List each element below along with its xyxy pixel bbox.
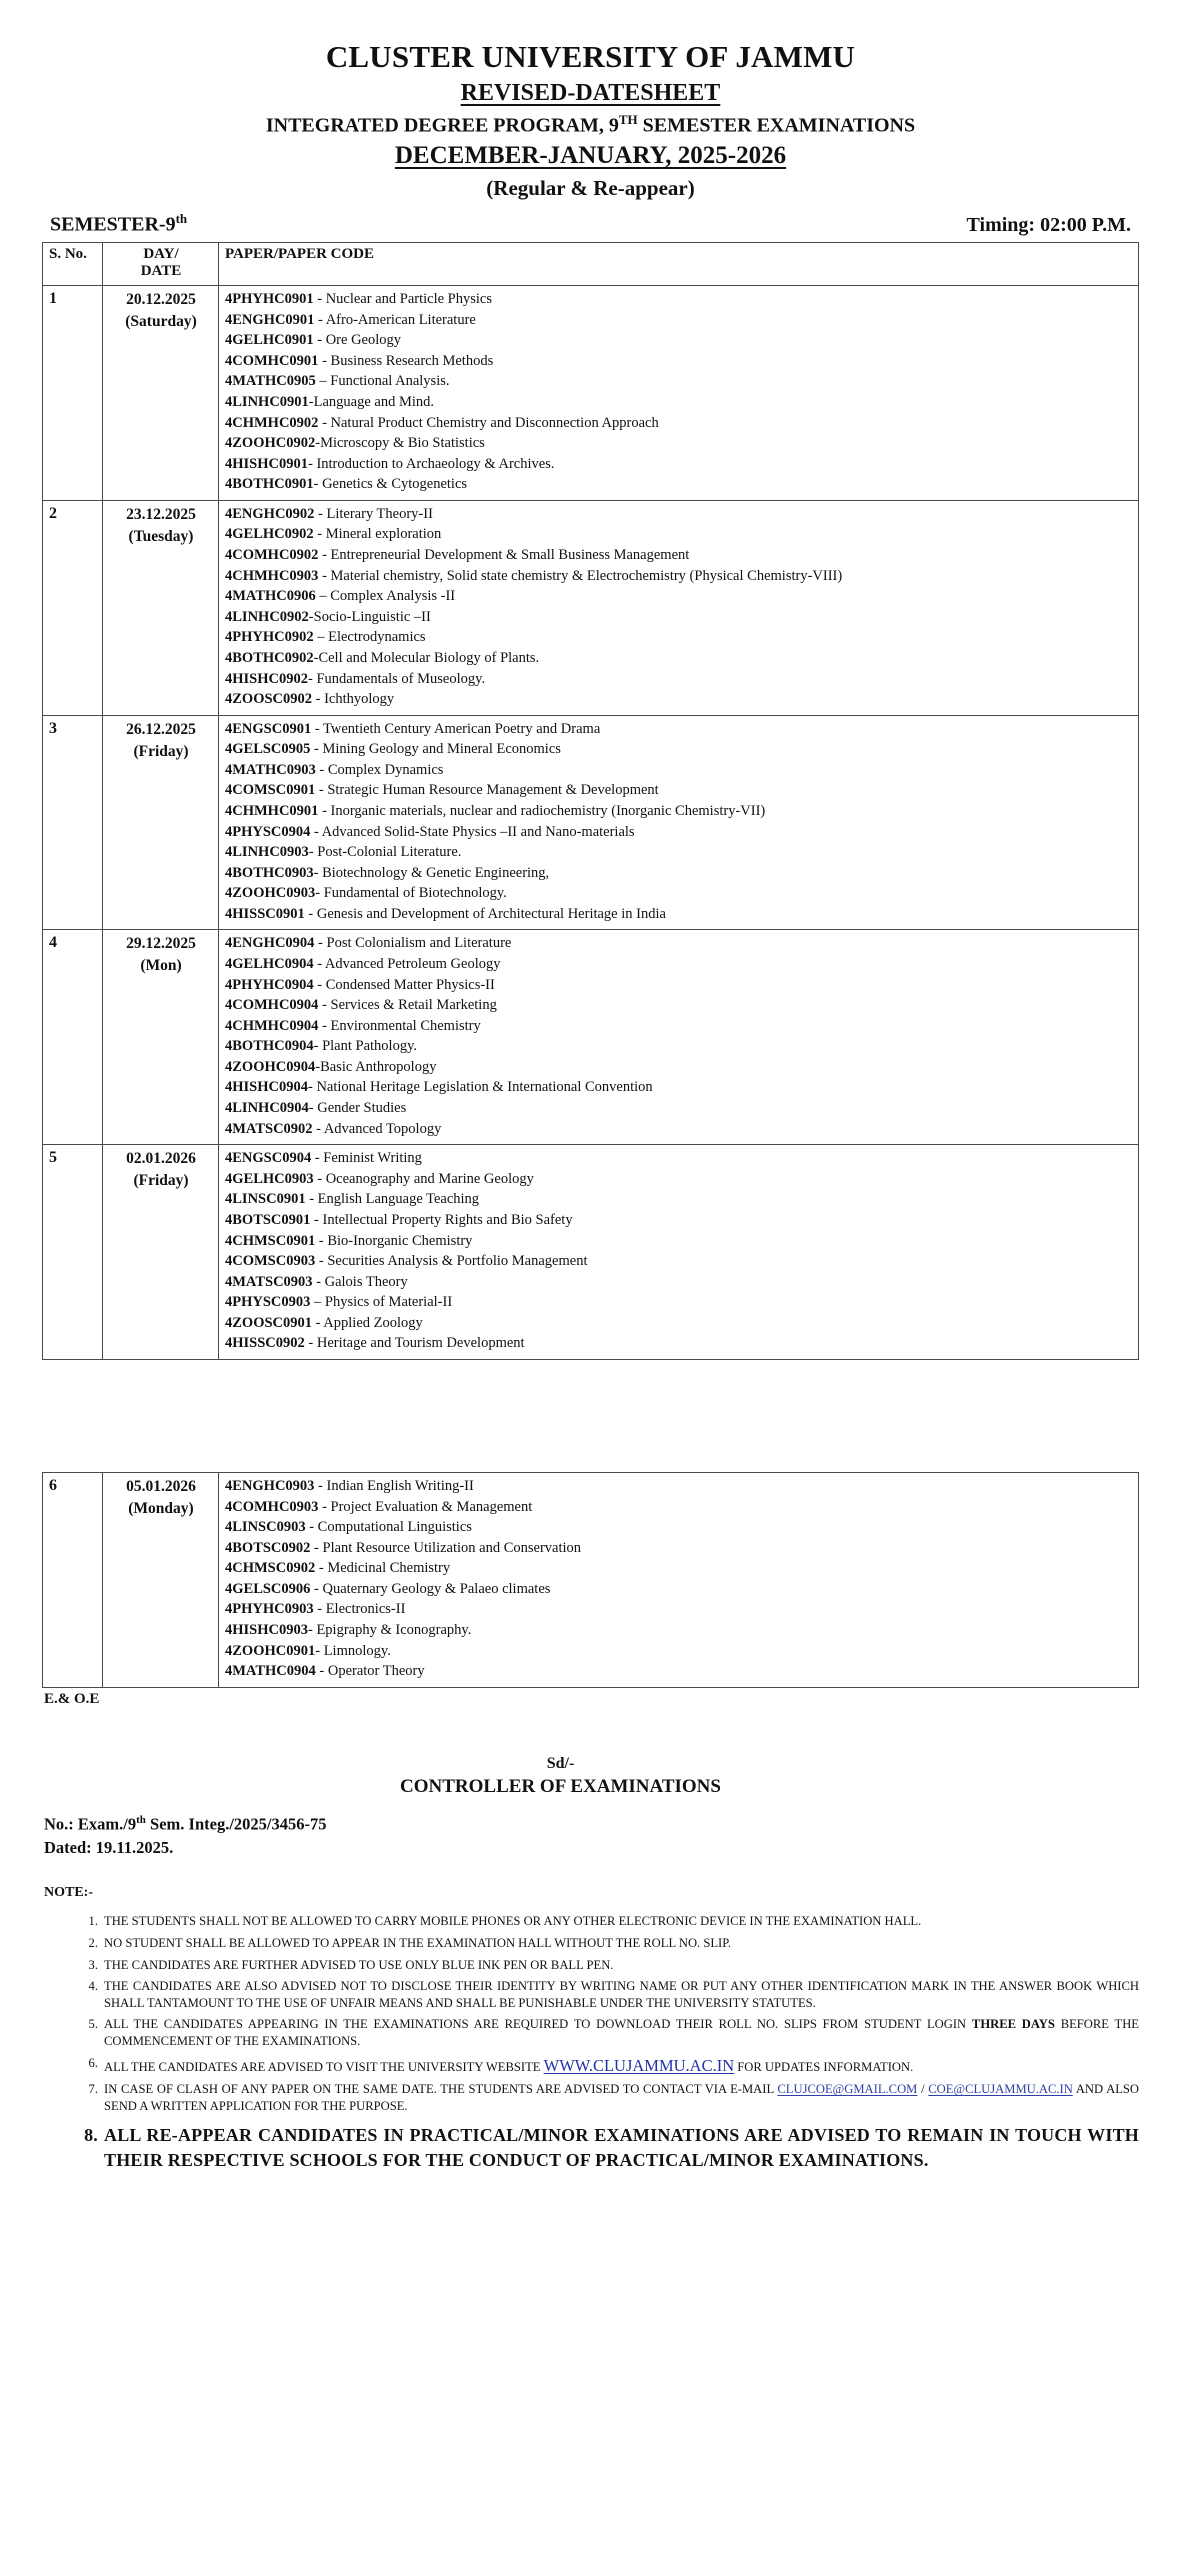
semester-label xyxy=(50,211,187,237)
paper-code: 4MATHC0904 xyxy=(225,1663,316,1680)
table-row xyxy=(43,715,1139,930)
cell-serial-number: 2 xyxy=(43,500,103,715)
session-months: DECEMBER-JANUARY, 2025-2026 xyxy=(394,141,787,169)
paper-title: – Electrodynamics xyxy=(313,629,426,646)
paper-title: - Advanced Petroleum Geology xyxy=(313,956,501,973)
paper-title: - Genesis and Development of Architectural Heritage in India xyxy=(304,905,666,922)
paper-title: - Quaternary Geology & Palaeo climates xyxy=(310,1580,551,1597)
paper-entry xyxy=(225,607,1133,628)
paper-title: - English Language Teaching xyxy=(305,1191,480,1208)
paper-entry xyxy=(225,933,1133,954)
exam-day-value: (Monday) xyxy=(128,1500,194,1517)
paper-title: - Limnology. xyxy=(315,1642,391,1659)
table-row xyxy=(43,1145,1139,1360)
paper-code: 4ENGHC0904 xyxy=(225,935,315,952)
timing-label: Timing: 02:00 P.M. xyxy=(966,213,1131,236)
paper-code: 4PHYHC0902 xyxy=(225,629,314,646)
paper-entry xyxy=(225,1558,1133,1579)
paper-entry xyxy=(225,1169,1133,1190)
reference-number-post: Sem. Integ./2025/3456-75 xyxy=(145,1814,327,1834)
paper-title: - Heritage and Tourism Development xyxy=(304,1335,525,1352)
paper-entry xyxy=(225,760,1133,781)
paper-code: 4LINHC0904 xyxy=(225,1100,309,1117)
paper-code: 4COMHC0904 xyxy=(225,997,319,1014)
paper-code: 4CHMSC0902 xyxy=(225,1560,316,1577)
paper-title: - Environmental Chemistry xyxy=(318,1017,481,1034)
paper-entry xyxy=(225,1641,1133,1662)
cell-paper-list xyxy=(219,930,1139,1145)
paper-title: - Entrepreneurial Development & Small Business Management xyxy=(318,547,690,564)
paper-entry xyxy=(225,1148,1133,1169)
paper-title: - Intellectual Property Rights and Bio Safety xyxy=(310,1211,573,1228)
semester-ordinal-suffix: th xyxy=(175,210,188,226)
paper-title: - Fundamental of Biotechnology. xyxy=(315,885,507,902)
column-header-sno: S. No. xyxy=(43,242,103,286)
paper-entry xyxy=(225,648,1133,669)
note-text: BEFORE THE COMMENCEMENT OF THE EXAMINATIONS. xyxy=(104,2017,1139,2048)
paper-code: 4BOTHC0902 xyxy=(225,649,314,666)
paper-code: 4BOTHC0904 xyxy=(225,1038,314,1055)
paper-title: - Services & Retail Marketing xyxy=(318,997,497,1014)
exam-date-value: 23.12.2025 xyxy=(126,505,196,523)
paper-entry xyxy=(225,842,1133,863)
paper-title: - Operator Theory xyxy=(315,1663,425,1680)
paper-title: - Project Evaluation & Management xyxy=(318,1498,533,1515)
page-break-gap xyxy=(42,1360,1139,1472)
paper-entry xyxy=(225,392,1133,413)
note-text: THE STUDENTS SHALL NOT BE ALLOWED TO CARRY MOBILE PHONES OR ANY OTHER ELECTRONIC DEVICE IN THE EXAMINATION HALL. xyxy=(104,1914,922,1929)
paper-title: - Post Colonialism and Literature xyxy=(314,935,512,952)
paper-code: 4PHYHC0901 xyxy=(225,291,314,308)
email-link[interactable]: CLUJCOE@GMAIL.COM xyxy=(777,2082,918,2097)
paper-entry xyxy=(225,1538,1133,1559)
paper-entry xyxy=(225,780,1133,801)
paper-entry xyxy=(225,863,1133,884)
paper-code: 4BOTSC0902 xyxy=(225,1539,311,1556)
paper-entry xyxy=(225,310,1133,331)
paper-entry xyxy=(225,995,1133,1016)
paper-entry xyxy=(225,689,1133,710)
cell-paper-list xyxy=(219,286,1139,501)
paper-code: 4ZOOHC0902 xyxy=(225,435,316,452)
paper-entry xyxy=(225,454,1133,475)
notes-list xyxy=(42,1913,1139,2173)
paper-code: 4GELSC0906 xyxy=(225,1580,311,1597)
paper-code: 4GELHC0902 xyxy=(225,526,314,543)
paper-title: - Advanced Topology xyxy=(312,1120,442,1137)
paper-title: - Plant Resource Utilization and Conservation xyxy=(310,1539,582,1556)
paper-title: - Strategic Human Resource Management & Development xyxy=(315,782,659,799)
paper-code: 4CHMSC0901 xyxy=(225,1232,316,1249)
program-ordinal-suffix: TH xyxy=(618,112,638,128)
paper-code: 4GELHC0901 xyxy=(225,332,314,349)
note-item xyxy=(76,1913,1139,1930)
reference-number-block xyxy=(42,1813,1139,1859)
column-header-day: DAY/ xyxy=(143,245,179,262)
paper-code: 4HISHC0903 xyxy=(225,1622,308,1639)
paper-code: 4HISHC0902 xyxy=(225,670,308,687)
note-text: ALL THE CANDIDATES ARE ADVISED TO VISIT THE UNIVERSITY WEBSITE xyxy=(104,2059,544,2074)
paper-entry xyxy=(225,975,1133,996)
cell-paper-list xyxy=(219,1473,1139,1688)
paper-code: 4HISSC0902 xyxy=(225,1335,305,1352)
paper-title: - Galois Theory xyxy=(312,1273,408,1290)
paper-entry xyxy=(225,586,1133,607)
paper-code: 4BOTHC0901 xyxy=(225,476,314,493)
semester-label-text: SEMESTER-9 xyxy=(50,213,176,236)
paper-entry xyxy=(225,1016,1133,1037)
paper-entry xyxy=(225,351,1133,372)
paper-title: - Mineral exploration xyxy=(313,526,442,543)
note-item xyxy=(76,2055,1139,2077)
paper-title: -Socio-Linguistic –II xyxy=(308,608,431,625)
paper-code: 4GELHC0904 xyxy=(225,956,314,973)
paper-title: - Advanced Solid-State Physics –II and Nano-materials xyxy=(310,823,635,840)
paper-entry xyxy=(225,1599,1133,1620)
paper-title: – Functional Analysis. xyxy=(315,373,450,390)
note-item xyxy=(76,2123,1139,2174)
cell-serial-number: 3 xyxy=(43,715,103,930)
paper-code: 4BOTSC0901 xyxy=(225,1211,311,1228)
cell-exam-date xyxy=(103,1473,219,1688)
paper-code: 4ZOOSC0901 xyxy=(225,1314,313,1331)
exam-day-value: (Friday) xyxy=(133,742,189,760)
paper-code: 4HISSC0901 xyxy=(225,905,305,922)
paper-code: 4CHMHC0904 xyxy=(225,1017,319,1034)
paper-title: - Securities Analysis & Portfolio Management xyxy=(315,1253,588,1270)
paper-entry xyxy=(225,669,1133,690)
note-text: / xyxy=(917,2082,929,2097)
exam-mode: (Regular & Re-appear) xyxy=(486,175,695,200)
note-item xyxy=(76,1978,1139,2011)
cell-exam-date xyxy=(103,286,219,501)
program-line-pre: INTEGRATED DEGREE PROGRAM, 9 xyxy=(265,114,619,137)
exam-date-value: 05.01.2026 xyxy=(126,1478,196,1495)
cell-exam-date xyxy=(103,500,219,715)
datesheet-table-continued xyxy=(42,1472,1139,1688)
program-line-post: SEMESTER EXAMINATIONS xyxy=(637,114,916,137)
paper-code: 4MATHC0905 xyxy=(225,373,316,390)
program-line xyxy=(42,112,1139,138)
exam-day-value: (Saturday) xyxy=(125,313,197,331)
paper-entry xyxy=(225,1497,1133,1518)
paper-code: 4PHYHC0903 xyxy=(225,1601,314,1618)
cell-serial-number: 1 xyxy=(43,286,103,501)
paper-title: - Mining Geology and Mineral Economics xyxy=(310,741,561,758)
paper-code: 4HISHC0901 xyxy=(225,455,308,472)
cell-serial-number: 6 xyxy=(43,1473,103,1688)
note-item xyxy=(76,1957,1139,1974)
paper-code: 4PHYSC0903 xyxy=(225,1294,311,1311)
paper-code: 4ZOOSC0902 xyxy=(225,691,313,708)
paper-code: 4BOTHC0903 xyxy=(225,864,314,881)
paper-code: 4PHYHC0904 xyxy=(225,976,314,993)
table-row xyxy=(43,286,1139,501)
note-emphasis: THREE DAYS xyxy=(971,2017,1055,2032)
signatory-designation: CONTROLLER OF EXAMINATIONS xyxy=(400,1775,721,1797)
paper-code: 4HISHC0904 xyxy=(225,1079,308,1096)
paper-code: 4ZOOHC0904 xyxy=(225,1058,316,1075)
paper-entry xyxy=(225,413,1133,434)
paper-entry xyxy=(225,1272,1133,1293)
paper-entry xyxy=(225,1251,1133,1272)
university-website-link[interactable]: WWW.CLUJAMMU.AC.IN xyxy=(543,2055,735,2075)
table-row xyxy=(43,1473,1139,1688)
note-text: ALL RE-APPEAR CANDIDATES IN PRACTICAL/MINOR EXAMINATIONS ARE ADVISED TO REMAIN IN TOUCH WITH THEIR RESPECTIVE SCHOOLS FOR THE CONDUCT OF PRACTICAL/MINOR EXAMINATIONS. xyxy=(104,2124,1139,2171)
paper-entry xyxy=(225,822,1133,843)
cell-paper-list xyxy=(219,715,1139,930)
dated-line: Dated: 19.11.2025. xyxy=(44,1837,174,1857)
paper-code: 4MATHC0903 xyxy=(225,761,316,778)
exam-date-value: 29.12.2025 xyxy=(126,935,196,953)
paper-code: 4MATSC0902 xyxy=(225,1120,313,1137)
errors-and-omissions-excepted: E.& O.E xyxy=(44,1690,100,1707)
note-item xyxy=(76,1935,1139,1952)
paper-title: - Plant Pathology. xyxy=(313,1038,418,1055)
column-header-paper: PAPER/PAPER CODE xyxy=(219,242,1139,286)
paper-code: 4ZOOHC0903 xyxy=(225,885,316,902)
paper-code: 4GELSC0905 xyxy=(225,741,311,758)
paper-code: 4ENGHC0902 xyxy=(225,505,315,522)
paper-title: - Ichthyology xyxy=(312,691,395,708)
paper-entry xyxy=(225,433,1133,454)
paper-entry xyxy=(225,1057,1133,1078)
university-name: CLUSTER UNIVERSITY OF JAMMU xyxy=(325,39,856,74)
paper-code: 4MATSC0903 xyxy=(225,1273,313,1290)
paper-code: 4MATHC0906 xyxy=(225,588,316,605)
paper-title: - Afro-American Literature xyxy=(314,311,476,328)
paper-code: 4LINSC0903 xyxy=(225,1519,306,1536)
paper-code: 4LINHC0902 xyxy=(225,608,309,625)
semester-timing-row xyxy=(42,211,1139,242)
paper-entry xyxy=(225,371,1133,392)
paper-title: - Post-Colonial Literature. xyxy=(308,844,462,861)
paper-entry xyxy=(225,1579,1133,1600)
paper-title: -Language and Mind. xyxy=(308,393,435,410)
table-row xyxy=(43,930,1139,1145)
paper-title: - National Heritage Legislation & International Convention xyxy=(308,1079,653,1096)
exam-date-value: 02.01.2026 xyxy=(126,1150,196,1168)
paper-title: - Twentieth Century American Poetry and Drama xyxy=(311,720,601,737)
paper-code: 4LINHC0901 xyxy=(225,393,309,410)
cell-exam-date xyxy=(103,715,219,930)
paper-title: - Epigraphy & Iconography. xyxy=(308,1622,472,1639)
signature-sd: Sd/- xyxy=(546,1754,575,1772)
paper-title: - Genetics & Cytogenetics xyxy=(313,476,468,493)
paper-code: 4ENGHC0903 xyxy=(225,1478,315,1494)
paper-code: 4COMHC0903 xyxy=(225,1498,319,1515)
exam-date-value: 26.12.2025 xyxy=(126,720,196,738)
cell-serial-number: 5 xyxy=(43,1145,103,1360)
paper-entry xyxy=(225,524,1133,545)
paper-entry xyxy=(225,1189,1133,1210)
paper-title: - Indian English Writing-II xyxy=(314,1478,474,1494)
paper-title: -Microscopy & Bio Statistics xyxy=(315,435,485,452)
paper-code: 4GELHC0903 xyxy=(225,1170,314,1187)
paper-entry xyxy=(225,739,1133,760)
paper-code: 4ENGSC0901 xyxy=(225,720,312,737)
paper-entry xyxy=(225,545,1133,566)
paper-title: - Business Research Methods xyxy=(318,352,494,369)
paper-entry xyxy=(225,1119,1133,1140)
paper-entry xyxy=(225,954,1133,975)
reference-number xyxy=(44,1813,1139,1836)
paper-entry xyxy=(225,1476,1133,1497)
paper-code: 4CHMHC0902 xyxy=(225,414,319,431)
paper-entry xyxy=(225,801,1133,822)
paper-entry xyxy=(225,1036,1133,1057)
paper-title: - Ore Geology xyxy=(313,332,402,349)
datesheet-table xyxy=(42,242,1139,1360)
paper-entry xyxy=(225,1292,1133,1313)
paper-entry xyxy=(225,904,1133,925)
paper-entry xyxy=(225,627,1133,648)
paper-title: - Complex Dynamics xyxy=(315,761,444,778)
table-header-row xyxy=(43,242,1139,286)
paper-title: -Cell and Molecular Biology of Plants. xyxy=(313,649,540,666)
signature-block xyxy=(42,1754,1139,1799)
exam-day-value: (Mon) xyxy=(140,957,182,975)
datesheet-table-head xyxy=(43,242,1139,286)
paper-entry xyxy=(225,719,1133,740)
paper-title: - Bio-Inorganic Chemistry xyxy=(315,1232,473,1249)
paper-code: 4PHYSC0904 xyxy=(225,823,311,840)
note-text: NO STUDENT SHALL BE ALLOWED TO APPEAR IN THE EXAMINATION HALL WITHOUT THE ROLL NO. SLIP. xyxy=(104,1935,731,1950)
paper-code: 4COMSC0901 xyxy=(225,782,316,799)
paper-code: 4COMHC0901 xyxy=(225,352,319,369)
paper-entry xyxy=(225,1231,1133,1252)
cell-paper-list xyxy=(219,1145,1139,1360)
paper-title: - Computational Linguistics xyxy=(305,1519,472,1536)
paper-code: 4LINHC0903 xyxy=(225,844,309,861)
paper-title: - Nuclear and Particle Physics xyxy=(313,291,492,308)
paper-entry xyxy=(225,504,1133,525)
column-header-date: DATE xyxy=(140,262,182,279)
paper-entry xyxy=(225,1661,1133,1682)
paper-entry xyxy=(225,1620,1133,1641)
email-link[interactable]: COE@CLUJAMMU.AC.IN xyxy=(928,2082,1073,2097)
paper-entry xyxy=(225,1098,1133,1119)
paper-title: - Literary Theory-II xyxy=(314,505,433,522)
paper-title: - Oceanography and Marine Geology xyxy=(313,1170,534,1187)
column-header-daydate xyxy=(103,242,219,286)
paper-code: 4ENGSC0904 xyxy=(225,1150,312,1167)
document-header xyxy=(42,40,1139,201)
note-item xyxy=(76,2081,1139,2114)
note-text: AND ALSO SEND A WRITTEN APPLICATION FOR THE PURPOSE. xyxy=(104,2082,1139,2113)
paper-code: 4LINSC0901 xyxy=(225,1191,306,1208)
paper-entry xyxy=(225,566,1133,587)
note-heading: NOTE:- xyxy=(44,1885,93,1901)
exam-day-value: (Friday) xyxy=(133,1172,189,1190)
paper-title: - Gender Studies xyxy=(308,1100,407,1117)
paper-entry xyxy=(225,883,1133,904)
paper-code: 4ENGHC0901 xyxy=(225,311,315,328)
paper-code: 4ZOOHC0901 xyxy=(225,1642,316,1659)
paper-title: -Basic Anthropology xyxy=(315,1058,437,1075)
paper-entry xyxy=(225,474,1133,495)
paper-entry xyxy=(225,1517,1133,1538)
paper-title: - Applied Zoology xyxy=(312,1314,423,1331)
paper-code: 4CHMHC0903 xyxy=(225,567,319,584)
note-text: IN CASE OF CLASH OF ANY PAPER ON THE SAME DATE. THE STUDENTS ARE ADVISED TO CONTACT VIA E-MAIL xyxy=(104,2082,778,2097)
cell-paper-list xyxy=(219,500,1139,715)
note-text: FOR UPDATES INFORMATION. xyxy=(734,2059,914,2074)
note-item xyxy=(76,2016,1139,2049)
document-title: REVISED-DATESHEET xyxy=(460,79,721,106)
datesheet-table-body xyxy=(43,286,1139,1360)
paper-title: - Natural Product Chemistry and Disconnection Approach xyxy=(318,414,659,431)
paper-title: - Inorganic materials, nuclear and radiochemistry (Inorganic Chemistry-VII) xyxy=(318,802,766,819)
paper-code: 4CHMHC0901 xyxy=(225,802,319,819)
cell-exam-date xyxy=(103,930,219,1145)
paper-title: - Introduction to Archaeology & Archives. xyxy=(308,455,555,472)
paper-entry xyxy=(225,1313,1133,1334)
paper-title: - Medicinal Chemistry xyxy=(315,1560,451,1577)
paper-entry xyxy=(225,289,1133,310)
paper-title: – Complex Analysis -II xyxy=(315,588,456,605)
paper-title: - Fundamentals of Museology. xyxy=(308,670,486,687)
paper-code: 4COMHC0902 xyxy=(225,547,319,564)
paper-entry xyxy=(225,1077,1133,1098)
cell-exam-date xyxy=(103,1145,219,1360)
exam-date-value: 20.12.2025 xyxy=(126,291,196,309)
cell-serial-number: 4 xyxy=(43,930,103,1145)
exam-day-value: (Tuesday) xyxy=(128,527,194,545)
paper-code: 4COMSC0903 xyxy=(225,1253,316,1270)
paper-title: - Material chemistry, Solid state chemistry & Electrochemistry (Physical Chemistry-VIII) xyxy=(318,567,843,584)
datesheet-table-body-continued xyxy=(43,1473,1139,1688)
note-text: THE CANDIDATES ARE ALSO ADVISED NOT TO DISCLOSE THEIR IDENTITY BY WRITING NAME OR PUT ANY OTHER IDENTIFICATION MARK IN THE ANSWER BOOK WHICH SHALL TANTAMOUNT TO THE USE OF UNFAIR MEANS AND SHALL BE PUNISHABLE UNDER THE UNIVERSITY STATUTES. xyxy=(104,1979,1139,2010)
note-text: ALL THE CANDIDATES APPEARING IN THE EXAMINATIONS ARE REQUIRED TO DOWNLOAD THEIR ROLL NO. SLIPS FROM STUDENT LOGIN xyxy=(104,2017,972,2032)
paper-title: - Feminist Writing xyxy=(311,1150,422,1167)
paper-title: - Biotechnology & Genetic Engineering, xyxy=(313,864,550,881)
table-row xyxy=(43,500,1139,715)
reference-number-pre: No.: Exam./9 xyxy=(44,1814,137,1834)
paper-entry xyxy=(225,1210,1133,1231)
paper-title: - Electronics-II xyxy=(313,1601,406,1618)
note-text: THE CANDIDATES ARE FURTHER ADVISED TO USE ONLY BLUE INK PEN OR BALL PEN. xyxy=(104,1957,614,1972)
paper-title: – Physics of Material-II xyxy=(310,1294,453,1311)
paper-entry xyxy=(225,330,1133,351)
reference-ordinal-suffix: th xyxy=(136,1814,146,1827)
paper-title: - Condensed Matter Physics-II xyxy=(313,976,495,993)
paper-entry xyxy=(225,1333,1133,1354)
